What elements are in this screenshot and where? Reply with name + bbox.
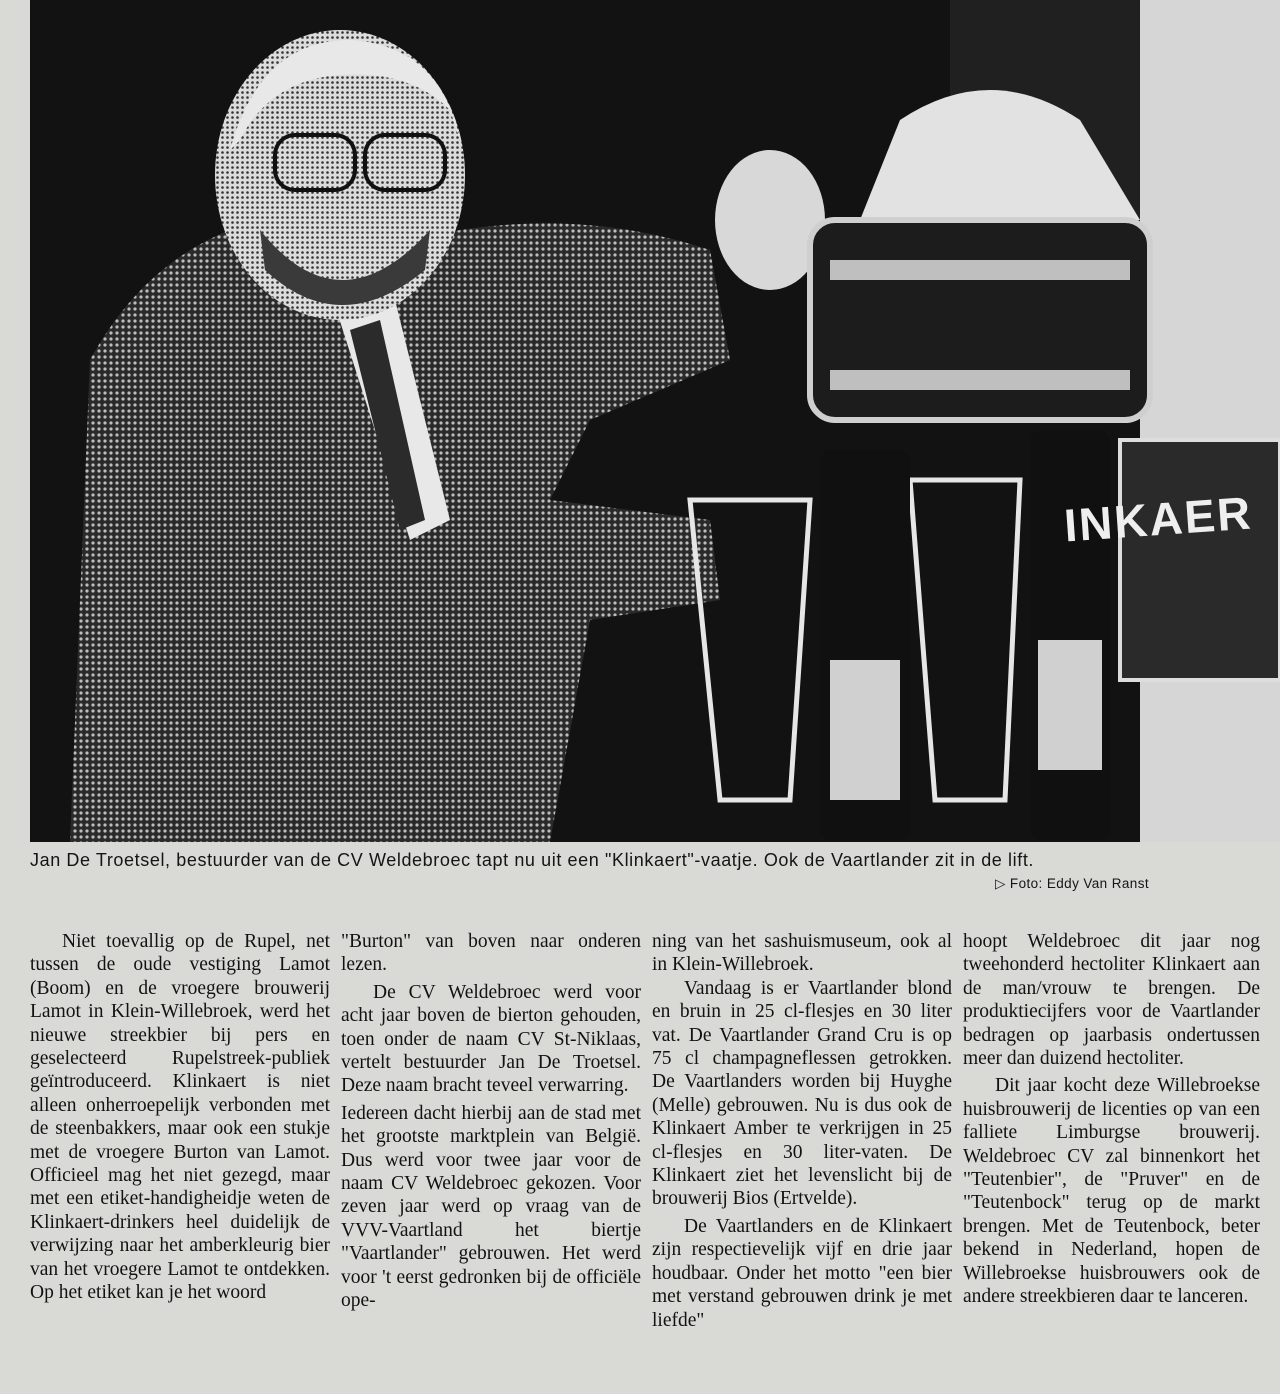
article-paragraph: De Vaartlanders en de Klinkaert zijn respectievelijk vijf en drie jaar houdbaar. Onder het motto "een bier met verstand gebrouwen drink je met liefde": [652, 1215, 952, 1331]
article-column-1: [30, 930, 330, 1305]
article-paragraph: Niet toevallig op de Rupel, net tussen de oude vestiging Lamot (Boom) en de vroegere brouwerij Lamot in Klein-Willebroek, werd het nieuwe streekbier bij pers en geselecteerd Rupelstreek-publiek geïntroduceerd. Klinkaert is niet alleen onherroepelijk verbonden met de steenbakkers, maar ook een stukje met de vroegere Burton van Lamot. Officieel mag het niet gezegd, maar met een etiket-handigheidje weten de Klinkaert-drinkers heel duidelijk de verwijzing naar het amberkleurig bier van het vroegere Lamot te ontdekken. Op het etiket kan je het woord: [30, 931, 330, 1304]
photo-box-label: INKAER: [1062, 486, 1254, 552]
article-paragraph: Dit jaar kocht deze Willebroekse huisbrouwerij de licenties op van een falliete Limburgse brouwerij. Weldebroec CV zal binnenkort het "Teutenbier", de "Pruver" en de "Teutenbock" terug op de markt brengen. Met de Teutenbock, beter bekend in Nederland, hopen de Willebroekse huisbrouwers ook de andere streekbieren daar te lanceren.: [963, 1075, 1260, 1308]
article-photo: [30, 0, 1280, 842]
article-paragraph: "Burton" van boven naar onderen lezen.: [341, 931, 641, 976]
article-column-4: [963, 930, 1260, 1309]
article-paragraph: Vandaag is er Vaartlander blond en bruin in 25 cl-flesjes en 30 liter vat. De Vaartlander Grand Cru is op 75 cl champagneflessen getrokken. De Vaartlanders worden bij Huyghe (Melle) gebrouwen. Nu is dus ook de Klinkaert Amber te verkrijgen in 25 cl-flesjes en 30 liter-vaten. De Klinkaert ziet het levenslicht bij de brouwerij Bios (Ertvelde).: [652, 977, 952, 1210]
article-paragraph: De CV Weldebroec werd voor acht jaar boven de bierton gehouden, toen onder de naam CV St-Niklaas, vertelt bestuurder Jan De Troetsel. Deze naam bracht teveel verwarring.: [341, 981, 641, 1097]
photo-credit: ▷ Foto: Eddy Van Ranst: [995, 876, 1150, 891]
article-column-2: [341, 930, 641, 1313]
beer-tap-photo-icon: [30, 0, 1280, 842]
photo-caption: Jan De Troetsel, bestuurder van de CV Weldebroec tapt nu uit een "Klinkaert"-vaatje. Ook de Vaartlander zit in de lift.: [30, 850, 1035, 870]
article-column-3: [652, 930, 952, 1332]
article-paragraph: hoopt Weldebroec dit jaar nog tweehonderd hectoliter Klinkaert aan de man/vrouw te brengen. De produktiecijfers voor de Vaartlander bedragen op jaarbasis ondertussen meer dan duizend hectoliter.: [963, 931, 1260, 1070]
article-paragraph: ning van het sashuismuseum, ook al in Klein-Willebroek.: [652, 931, 952, 976]
article-paragraph: Iedereen dacht hierbij aan de stad met het grootste marktplein van België. Dus werd voor twee jaar voor de naam CV Weldebroec gekozen. Voor zeven jaar werd op vraag van de VVV-Vaartland het biertje "Vaartlander" gebrouwen. Het werd voor 't eerst gedronken bij de officiële ope-: [341, 1102, 641, 1312]
